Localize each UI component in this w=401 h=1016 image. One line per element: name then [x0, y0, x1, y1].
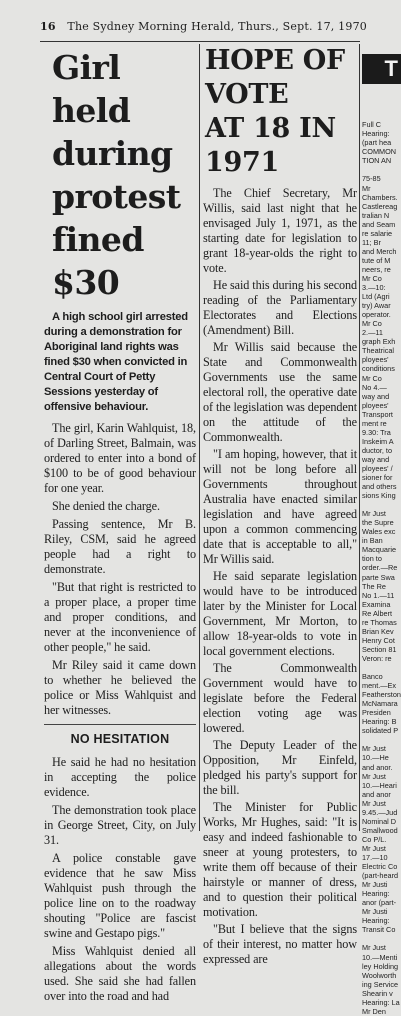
left-headline: [52, 46, 196, 304]
subhead-rule: [44, 724, 196, 725]
right-column-fragment: COMMON: [362, 147, 397, 157]
right-column-fragment: Ltd (Agri: [362, 292, 390, 302]
right-column-fragment: [362, 111, 401, 120]
left-article: [44, 44, 196, 1007]
right-column-fragment: 17.—10: [362, 852, 388, 862]
middle-headline: [205, 44, 357, 180]
right-column-fragment: and anor: [362, 789, 391, 799]
right-column-fragment: neers, re: [362, 264, 391, 274]
right-column-fragment: ployees' /: [362, 463, 393, 473]
right-column-fragment: tion to: [362, 554, 382, 564]
right-column-fragment: Macquarie: [362, 545, 397, 555]
right-column-fragment: Mr Den: [362, 1006, 386, 1016]
middle-headline-line: AT 18 IN: [205, 113, 336, 144]
middle-paragraph: Mr Willis said because the State and Commonwealth Governments use the same electoral roll, the operative date of the legislation was dependent on the attitude of the Commonwealth.: [203, 340, 357, 444]
right-column-fragment: in Ban: [362, 536, 383, 546]
middle-headline-line: HOPE OF: [205, 45, 345, 76]
right-column-fragment: 3.—10:: [362, 283, 386, 293]
right-column-fragment: Section 81: [362, 644, 397, 654]
right-column-fragment: The Re: [362, 581, 386, 591]
right-column-listing: [362, 84, 401, 1016]
right-column-fragment: re salarie: [362, 228, 393, 238]
middle-paragraph: "I am hoping, however, that it will not be long before all Governments throughout Australia have enacted similar legislation and have agreed upon a common commencing date that is acceptable to all," Mr Willis said.: [203, 447, 357, 566]
right-column-fragment: [362, 93, 401, 102]
right-column-fragment: and others: [362, 482, 397, 492]
column-divider-right: [359, 44, 360, 831]
right-column-fragment: [362, 84, 401, 93]
middle-paragraph: The Commonwealth Government would have to legislate before the Federal election voting age was lowered.: [203, 661, 357, 735]
right-column-fragment: Examina: [362, 599, 391, 609]
middle-article: [203, 44, 357, 969]
right-column-fragment: tute of M: [362, 255, 391, 265]
right-column-fragment: Hearing: La: [362, 997, 400, 1007]
right-column-fragment: conditions: [362, 364, 395, 374]
right-column-fragment: ment re: [362, 418, 387, 428]
left-headline-line: protest: [52, 177, 181, 216]
right-column-fragment: Mr Just: [362, 843, 386, 853]
right-column-fragment: [362, 102, 401, 111]
left-lead-paragraph: A high school girl arrested during a demonstration for Aboriginal land rights was fined $30 when convicted in Central Court of Petty Sessions yesterday of offensive behaviour.: [44, 311, 188, 413]
right-column-fragment: 9.45.—Jud: [362, 807, 398, 817]
masthead-rule: [40, 41, 360, 42]
right-column-fragment: No 4.—: [362, 382, 387, 392]
right-column-fragment: graph Exh: [362, 337, 396, 347]
right-column-fragment: [362, 934, 401, 943]
right-column-fragment: McNamara: [362, 699, 398, 709]
right-column-fragment: Inskeim A: [362, 436, 394, 446]
right-column: [362, 44, 401, 1016]
right-column-fragment: Featherston: [362, 690, 401, 700]
page-number: 16: [40, 20, 56, 33]
right-column-fragment: Chambers.: [362, 192, 398, 202]
right-column-fragment: Smallwood: [362, 825, 398, 835]
right-column-fragment: anor (part-: [362, 898, 397, 908]
right-column-fragment: try) Awar: [362, 301, 391, 311]
right-column-fragment: tralian N: [362, 210, 390, 220]
right-column-fragment: and anor.: [362, 762, 393, 772]
left-headline-line: during: [52, 134, 173, 173]
left-paragraph: "But that right is restricted to a proper place, a proper time and proper conditions, and never at the inconvenience of other people," he said.: [44, 580, 196, 654]
right-column-fragment: Mr Just: [362, 744, 386, 754]
right-column-fragment: Hearing:: [362, 916, 390, 926]
right-column-fragment: Mr Co: [362, 273, 382, 283]
right-column-fragment: and Seam: [362, 219, 396, 229]
left-paragraph: A police constable gave evidence that he saw Miss Wahlquist push through the police line on to the roadway shouting "Police are fascist swine and Gestapo pigs.": [44, 851, 196, 940]
left-paragraph: The demonstration took place in George Street, City, on July 31.: [44, 803, 196, 847]
right-column-fragment: Hearing:: [362, 889, 390, 899]
right-column-fragment: ployees': [362, 400, 389, 410]
right-column-heading-box: T: [362, 54, 401, 84]
right-column-fragment: 9.30: Tra: [362, 427, 391, 437]
right-column-fragment: Wales exc: [362, 527, 396, 537]
right-column-fragment: ing Service: [362, 979, 399, 989]
right-column-fragment: Brian Kev: [362, 626, 394, 636]
right-column-fragment: Hearing: B: [362, 717, 397, 727]
right-column-fragment: TION AN: [362, 156, 392, 166]
right-column-fragment: ley Holding: [362, 961, 399, 971]
right-column-fragment: Mr Justi: [362, 907, 388, 917]
middle-paragraph: The Deputy Leader of the Opposition, Mr Einfeld, pledged his party's support for the bill.: [203, 738, 357, 797]
right-column-fragment: Mr Just: [362, 509, 386, 519]
right-column-fragment: Full C: [362, 120, 382, 130]
right-column-fragment: 75-85: [362, 174, 381, 184]
right-column-fragment: [362, 735, 401, 744]
right-column-fragment: [362, 165, 401, 174]
right-column-fragment: Nominal D: [362, 816, 397, 826]
right-column-fragment: Mr Just: [362, 771, 386, 781]
right-column-fragment: Transit Co: [362, 925, 396, 935]
right-column-fragment: sioner for: [362, 473, 393, 483]
left-paragraph: Miss Wahlquist denied all allegations about the words used. She said she had fallen over into the road and had: [44, 944, 196, 1003]
right-column-fragment: Mr Co: [362, 373, 382, 383]
right-column-fragment: Mr Justi: [362, 880, 388, 890]
right-column-fragment: ductor, to: [362, 445, 393, 455]
right-column-fragment: [362, 663, 401, 672]
right-column-fragment: Banco: [362, 672, 383, 682]
right-column-fragment: Castlereag: [362, 201, 398, 211]
right-column-fragment: the Supre: [362, 518, 394, 528]
middle-paragraph: The Minister for Public Works, Mr Hughes, said: "It is easy and indeed fashionable to sneer at young protesters, to write them off because of their hairstyle or manner of dress, and to question their political motivation.: [203, 800, 357, 919]
right-column-fragment: sions King: [362, 491, 396, 501]
right-column-fragment: 10.—He: [362, 753, 389, 763]
right-column-fragment: Mr Just: [362, 943, 386, 953]
right-column-fragment: (part-heard: [362, 871, 399, 881]
right-column-fragment: [362, 500, 401, 509]
right-column-fragment: way and: [362, 391, 390, 401]
right-column-fragment: Shearin v: [362, 988, 393, 998]
right-column-fragment: Presiden: [362, 708, 391, 718]
left-paragraph: Mr Riley said it came down to whether he believed the police or Miss Wahlquist and her witnesses.: [44, 658, 196, 717]
left-headline-line: Girl held: [52, 48, 131, 130]
right-column-fragment: (part hea: [362, 138, 392, 148]
middle-headline-line: VOTE: [205, 79, 289, 110]
middle-paragraph: He said separate legislation would have to be introduced later by the Minister for Local Government, Mr Morton, to allow 18-year-olds to vote in local government elections.: [203, 569, 357, 658]
right-column-fragment: Re Albert: [362, 608, 393, 618]
right-column-fragment: operator.: [362, 310, 391, 320]
middle-paragraph: "But I believe that the signs of their interest, no matter how expressed are: [203, 922, 357, 966]
masthead: [40, 20, 367, 40]
right-column-fragment: and Merch: [362, 246, 397, 256]
right-column-fragment: 10.—Menti: [362, 952, 398, 962]
left-paragraph: He said he had no hesitation in accepting the police evidence.: [44, 755, 196, 799]
right-column-fragment: 11; Br: [362, 237, 381, 247]
right-column-fragment: Mr Just: [362, 798, 386, 808]
right-column-fragment: way and: [362, 454, 390, 464]
right-column-fragment: 2.—11: [362, 328, 383, 338]
right-column-fragment: Co P/L.: [362, 834, 387, 844]
right-column-fragment: Mr Co: [362, 319, 382, 329]
right-column-fragment: Hearing:: [362, 129, 390, 139]
column-divider-left: [199, 44, 200, 831]
right-column-fragment: parte Swa: [362, 572, 395, 582]
left-paragraph: The girl, Karin Wahlquist, 18, of Darling Street, Balmain, was ordered to enter into a bond of $100 to be of good behaviour for one year.: [44, 421, 196, 495]
right-column-fragment: Electric Co: [362, 862, 398, 872]
right-column-fragment: ment.—Ex: [362, 681, 397, 691]
left-headline-line: fined $30: [52, 220, 144, 302]
left-subhead: NO HESITATION: [70, 732, 170, 746]
right-column-fragment: Transport: [362, 409, 393, 419]
right-column-fragment: solidated P: [362, 726, 399, 736]
right-column-fragment: order.—Re: [362, 563, 398, 573]
right-column-fragment: Henry Cot: [362, 635, 395, 645]
right-column-fragment: No 1.—11: [362, 590, 395, 600]
left-paragraph: Passing sentence, Mr B. Riley, CSM, said he agreed people had a right to demonstrate.: [44, 517, 196, 576]
right-column-fragment: re Thomas: [362, 617, 397, 627]
right-column-fragment: ployees': [362, 355, 389, 365]
right-column-fragment: Theatrical: [362, 346, 395, 356]
left-paragraph: She denied the charge.: [52, 499, 160, 513]
right-column-fragment: 10.—Heari: [362, 780, 397, 790]
right-column-fragment: Mr: [362, 183, 371, 193]
right-column-fragment: Veron: re: [362, 653, 392, 663]
right-column-fragment: Woolworth: [362, 970, 397, 980]
middle-paragraph: He said this during his second reading of the Parliamentary Electorates and Elections (Amendment) Bill.: [203, 278, 357, 337]
masthead-text: The Sydney Morning Herald, Thurs., Sept. 17, 1970: [67, 20, 367, 33]
middle-headline-line: 1971: [205, 147, 279, 178]
middle-paragraph: The Chief Secretary, Mr Willis, said last night that he envisaged July 1, 1971, as the starting date for legislation to grant 18-year-olds the right to vote.: [203, 186, 357, 275]
